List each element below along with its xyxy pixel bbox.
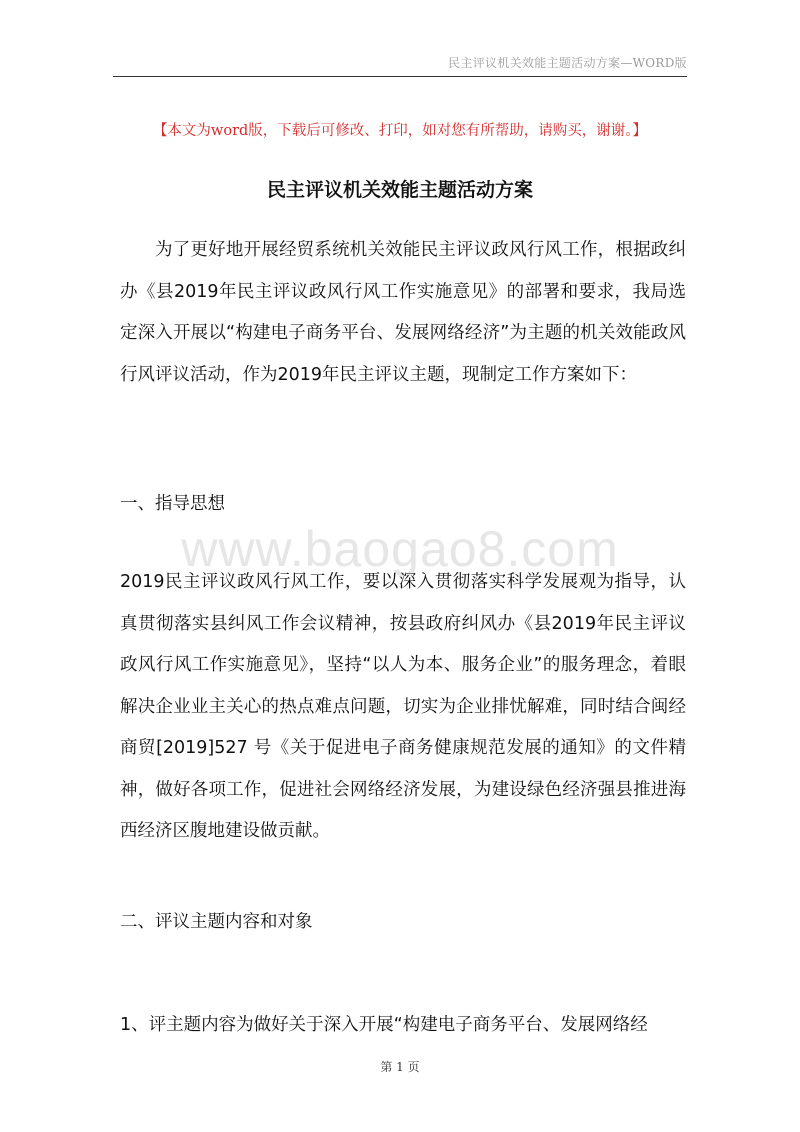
- intro-paragraph: 为了更好地开展经贸系统机关效能民主评议政风行风工作，根据政纠办《县2019年民主评议政风行风工作实施意见》的部署和要求，我局选定深入开展以“构建电子商务平台、发展网络经济”为主题的机关效能政风行风评议活动，作为2019年民主评议主题，现制定工作方案如下：: [120, 240, 686, 385]
- document-title: 民主评议机关效能主题活动方案: [266, 179, 533, 201]
- page-number: 第 1 页: [380, 1060, 420, 1074]
- download-notice: 【本文为word版，下载后可修改、打印，如对您有所帮助，请购买，谢谢。】: [152, 123, 648, 139]
- header-divider: [113, 76, 687, 77]
- section-heading-guiding-ideology: 一、指导思想: [120, 494, 225, 514]
- watermark: www.baogao8.com: [181, 521, 619, 577]
- review-content-item-1: 1、评主题内容为做好关于深入开展“构建电子商务平台、发展网络经: [120, 1015, 648, 1035]
- section-heading-review-content: 二、评议主题内容和对象: [120, 912, 313, 932]
- guiding-ideology-paragraph: 2019民主评议政风行风工作，要以深入贯彻落实科学发展观为指导，认真贯彻落实县纠风工作会议精神，按县政府纠风办《县2019年民主评议政风行风工作实施意见》，坚持“以人为本、服务企业”的服务理念，着眼解决企业业主关心的热点难点问题，切实为企业排忧解难，同时结合闽经商贸[2019]527 号《关于促进电子商务健康规范发展的通知》的文件精神，做好各项工作，促进社会网络经济发展，为建设绿色经济强县推进海西经济区腹地建设做贡献。: [120, 572, 686, 841]
- running-header: 民主评议机关效能主题活动方案—WORD版: [448, 56, 687, 70]
